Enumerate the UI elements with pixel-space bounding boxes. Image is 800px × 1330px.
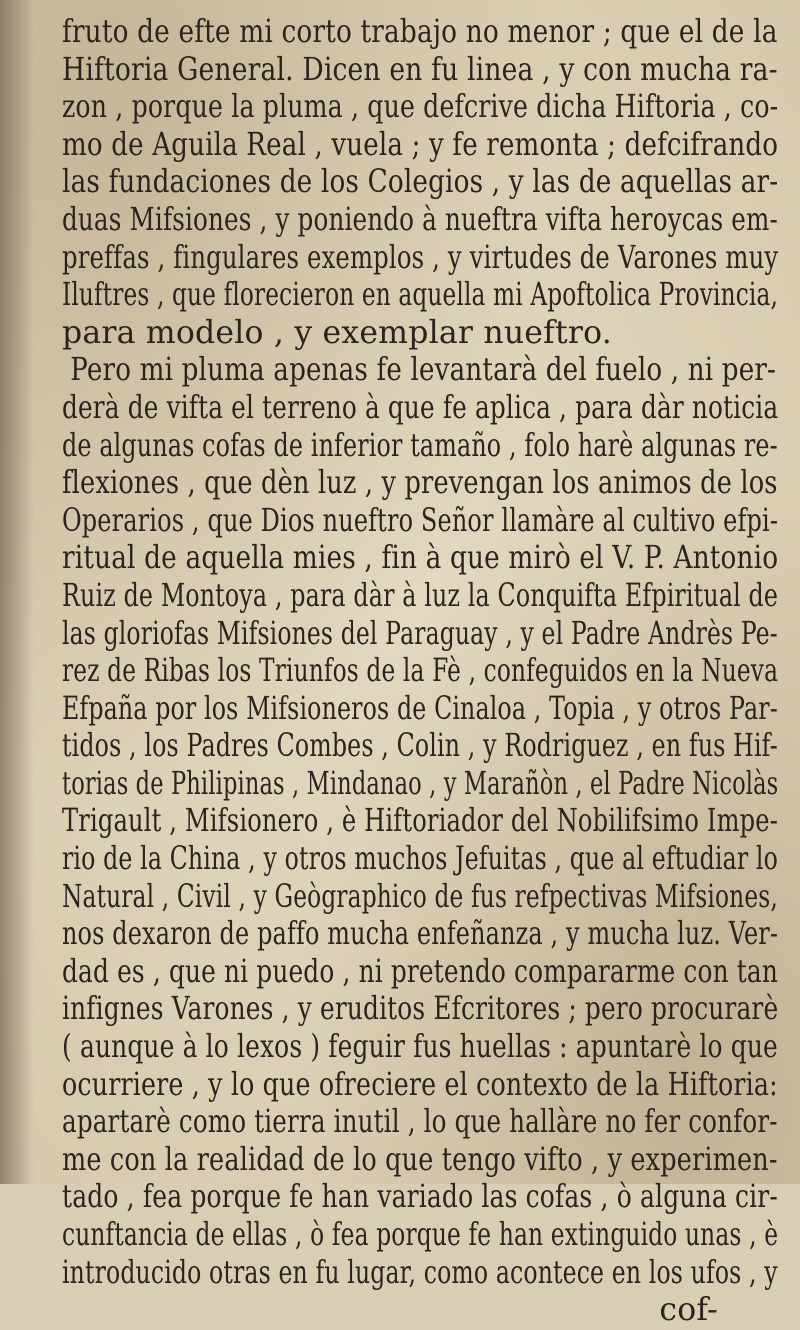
text-line: infignes Varones , y eruditos Efcritores ; pero procurarè — [62, 991, 779, 1028]
page-gutter-shadow — [0, 0, 34, 1184]
text-line: Trigault , Mifsionero , è Hiftoriador del Nobilifsimo Impe- — [62, 803, 779, 840]
text-line: duas Mifsiones , y poniendo à nueftra vifta heroycas em- — [62, 201, 779, 238]
text-line: Ruiz de Montoya , para dàr à luz la Conquifta Efpiritual de — [62, 577, 779, 614]
text-line: ritual de aquella mies , fin à que mirò el V. P. Antonio — [62, 540, 779, 577]
text-line: ocurriere , y lo que ofreciere el contexto de la Hiftoria: — [62, 1066, 778, 1103]
text-line: Hiftoria General. Dicen en fu linea , y con mucha ra- — [62, 51, 778, 88]
text-line: Efpaña por los Mifsioneros de Cinaloa , Topia , y otros Par- — [62, 690, 778, 727]
text-line: ( aunque à lo lexos ) feguir fus huellas : apuntarè lo que — [62, 1029, 778, 1066]
text-line: cunftancia de ellas , ò fea porque fe han extinguido unas , è — [62, 1217, 779, 1253]
text-line: Iluftres , que florecieron en aquella mi Apoftolica Provincia, — [62, 277, 778, 314]
text-line: zon , porque la pluma , que defcrive dicha Hiftoria , co- — [62, 89, 779, 126]
paragraph-start-line: Pero mi pluma apenas fe levantarà del fuelo , ni per- — [70, 352, 777, 389]
text-line: torias de Philipinas , Mindanao , y Marañòn , el Padre Nicolàs — [62, 765, 779, 802]
text-line: me con la realidad de lo que tengo vifto , y experimen- — [62, 1141, 778, 1178]
text-line: flexiones , que dèn luz , y prevengan los animos de los — [62, 465, 778, 502]
text-line: Operarios , que Dios nueftro Señor llamàre al cultivo efpi- — [62, 502, 779, 539]
text-line: para modelo , y exemplar nueftro. — [62, 314, 612, 351]
text-line: las gloriofas Mifsiones del Paraguay , y el Padre Andrès Pe- — [62, 615, 778, 652]
text-line: rio de la China , y otros muchos Jefuitas , que al eftudiar lo — [62, 841, 778, 878]
text-line: mo de Aguila Real , vuela ; y fe remonta ; defcifrando — [62, 126, 779, 163]
text-line: fruto de efte mi corto trabajo no menor ; que el de la — [62, 14, 778, 50]
text-line: de algunas cofas de inferior tamaño , folo harè algunas re- — [62, 427, 778, 464]
body-text — [62, 14, 778, 1330]
text-line: preffas , fingulares exemplos , y virtudes de Varones muy — [62, 239, 779, 276]
text-line: las fundaciones de los Colegios , y las de aquellas ar- — [62, 164, 779, 201]
text-line: tidos , los Padres Combes , Colin , y Rodriguez , en fus Hif- — [62, 728, 778, 765]
text-line: apartarè como tierra inutil , lo que hallàre no fer confor- — [62, 1104, 778, 1141]
text-line: nos dexaron de paffo mucha enfeñanza , y mucha luz. Ver- — [62, 916, 779, 953]
text-line: Natural , Civil , y Geògraphico de fus refpectivas Mifsiones, — [62, 878, 778, 915]
text-line: rez de Ribas los Triunfos de la Fè , confeguidos en la Nueva — [62, 653, 779, 690]
catchword: cof- — [659, 1292, 718, 1329]
text-line: dad es , que ni puedo , ni pretendo compararme con tan — [62, 953, 778, 990]
text-line: tado , fea porque fe han variado las cofas , ò alguna cir- — [62, 1179, 778, 1216]
text-line: derà de vifta el terreno à que fe aplica , para dàr noticia — [62, 389, 779, 426]
text-line: introducido otras en fu lugar, como acontece en los ufos , y — [62, 1254, 778, 1291]
